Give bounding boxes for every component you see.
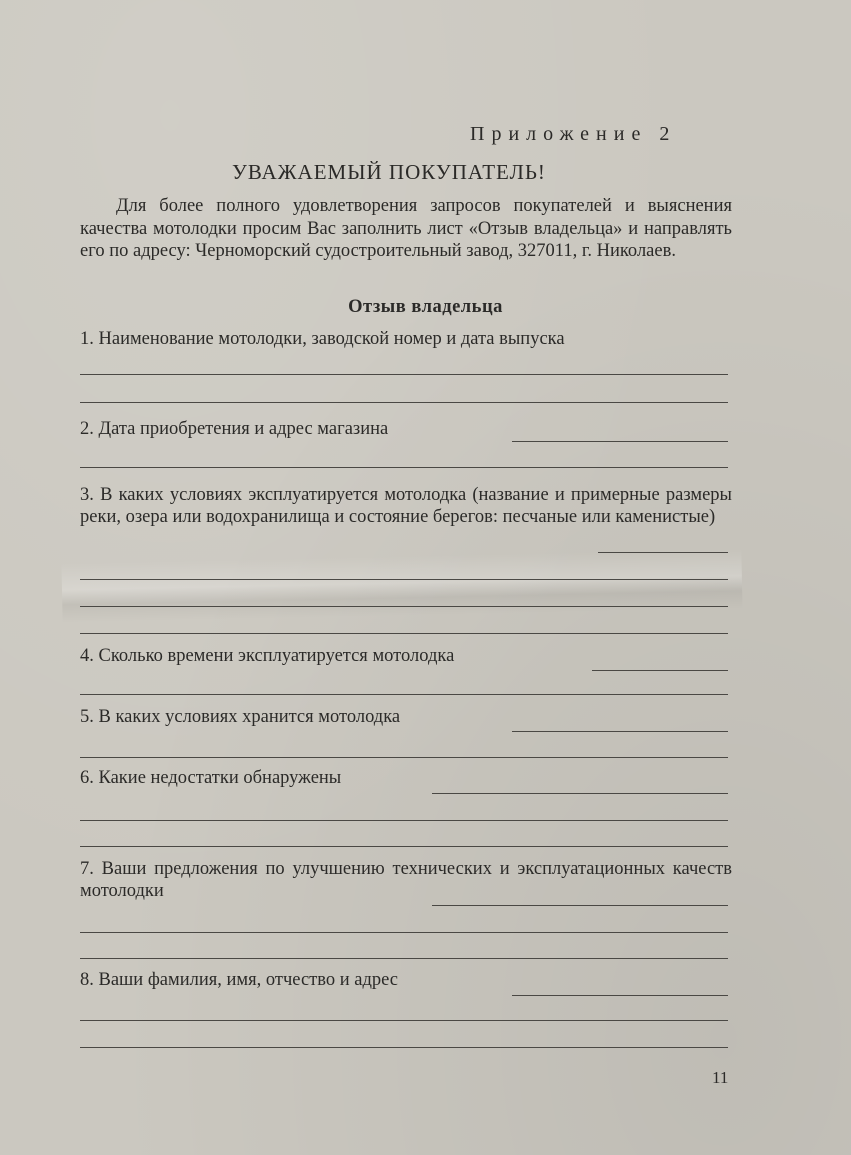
question-2: 2. Дата приобретения и адрес магазина: [80, 419, 389, 439]
question-6: 6. Какие недостатки обнаружены: [80, 768, 342, 788]
answer-line-5a[interactable]: [512, 731, 728, 732]
answer-line-8c[interactable]: [80, 1047, 728, 1048]
form-title: Отзыв владельца: [348, 297, 503, 317]
question-4: 4. Сколько времени эксплуатируется мотолодка: [80, 646, 455, 666]
answer-line-8b[interactable]: [80, 1020, 728, 1021]
answer-line-2a[interactable]: [512, 441, 728, 442]
question-5: 5. В каких условиях хранится мотолодка: [80, 707, 401, 727]
question-3: 3. В каких условиях эксплуатируется мотолодка (название и примерные размеры реки, озера или водохранилища и состояние берегов: песчаные или каменистые): [80, 485, 732, 527]
greeting-heading: УВАЖАЕМЫЙ ПОКУПАТЕЛЬ!: [232, 160, 546, 184]
answer-line-7a[interactable]: [432, 905, 728, 906]
question-7: 7. Ваши предложения по улучшению технических и эксплуатационных качеств мотолодки: [80, 859, 732, 901]
answer-line-3d[interactable]: [80, 633, 728, 634]
question-8: 8. Ваши фамилия, имя, отчество и адрес: [80, 970, 399, 990]
intro-paragraph: Для более полного удовлетворения запросов покупателей и выяснения качества мотолодки просим Вас заполнить лист «Отзыв владельца» и направлять его по адресу: Черноморский судостроительный завод, 327011, г. Николаев.: [80, 196, 732, 261]
question-1: 1. Наименование мотолодки, заводской номер и дата выпуска: [80, 329, 565, 349]
answer-line-4b[interactable]: [80, 694, 728, 695]
answer-line-3a[interactable]: [598, 552, 728, 553]
answer-line-7c[interactable]: [80, 958, 728, 959]
answer-line-4a[interactable]: [592, 670, 728, 671]
answer-line-6b[interactable]: [80, 820, 728, 821]
answer-line-5b[interactable]: [80, 757, 728, 758]
answer-line-8a[interactable]: [512, 995, 728, 996]
paper-fold-crease: [61, 549, 742, 623]
appendix-label: Приложение 2: [470, 123, 677, 145]
page-number: 11: [712, 1068, 729, 1087]
answer-line-3c[interactable]: [80, 606, 728, 607]
answer-line-1b[interactable]: [80, 402, 728, 403]
answer-line-3b[interactable]: [80, 579, 728, 580]
answer-line-7b[interactable]: [80, 932, 728, 933]
answer-line-2b[interactable]: [80, 467, 728, 468]
answer-line-1a[interactable]: [80, 374, 728, 375]
answer-line-6a[interactable]: [432, 793, 728, 794]
answer-line-6c[interactable]: [80, 846, 728, 847]
